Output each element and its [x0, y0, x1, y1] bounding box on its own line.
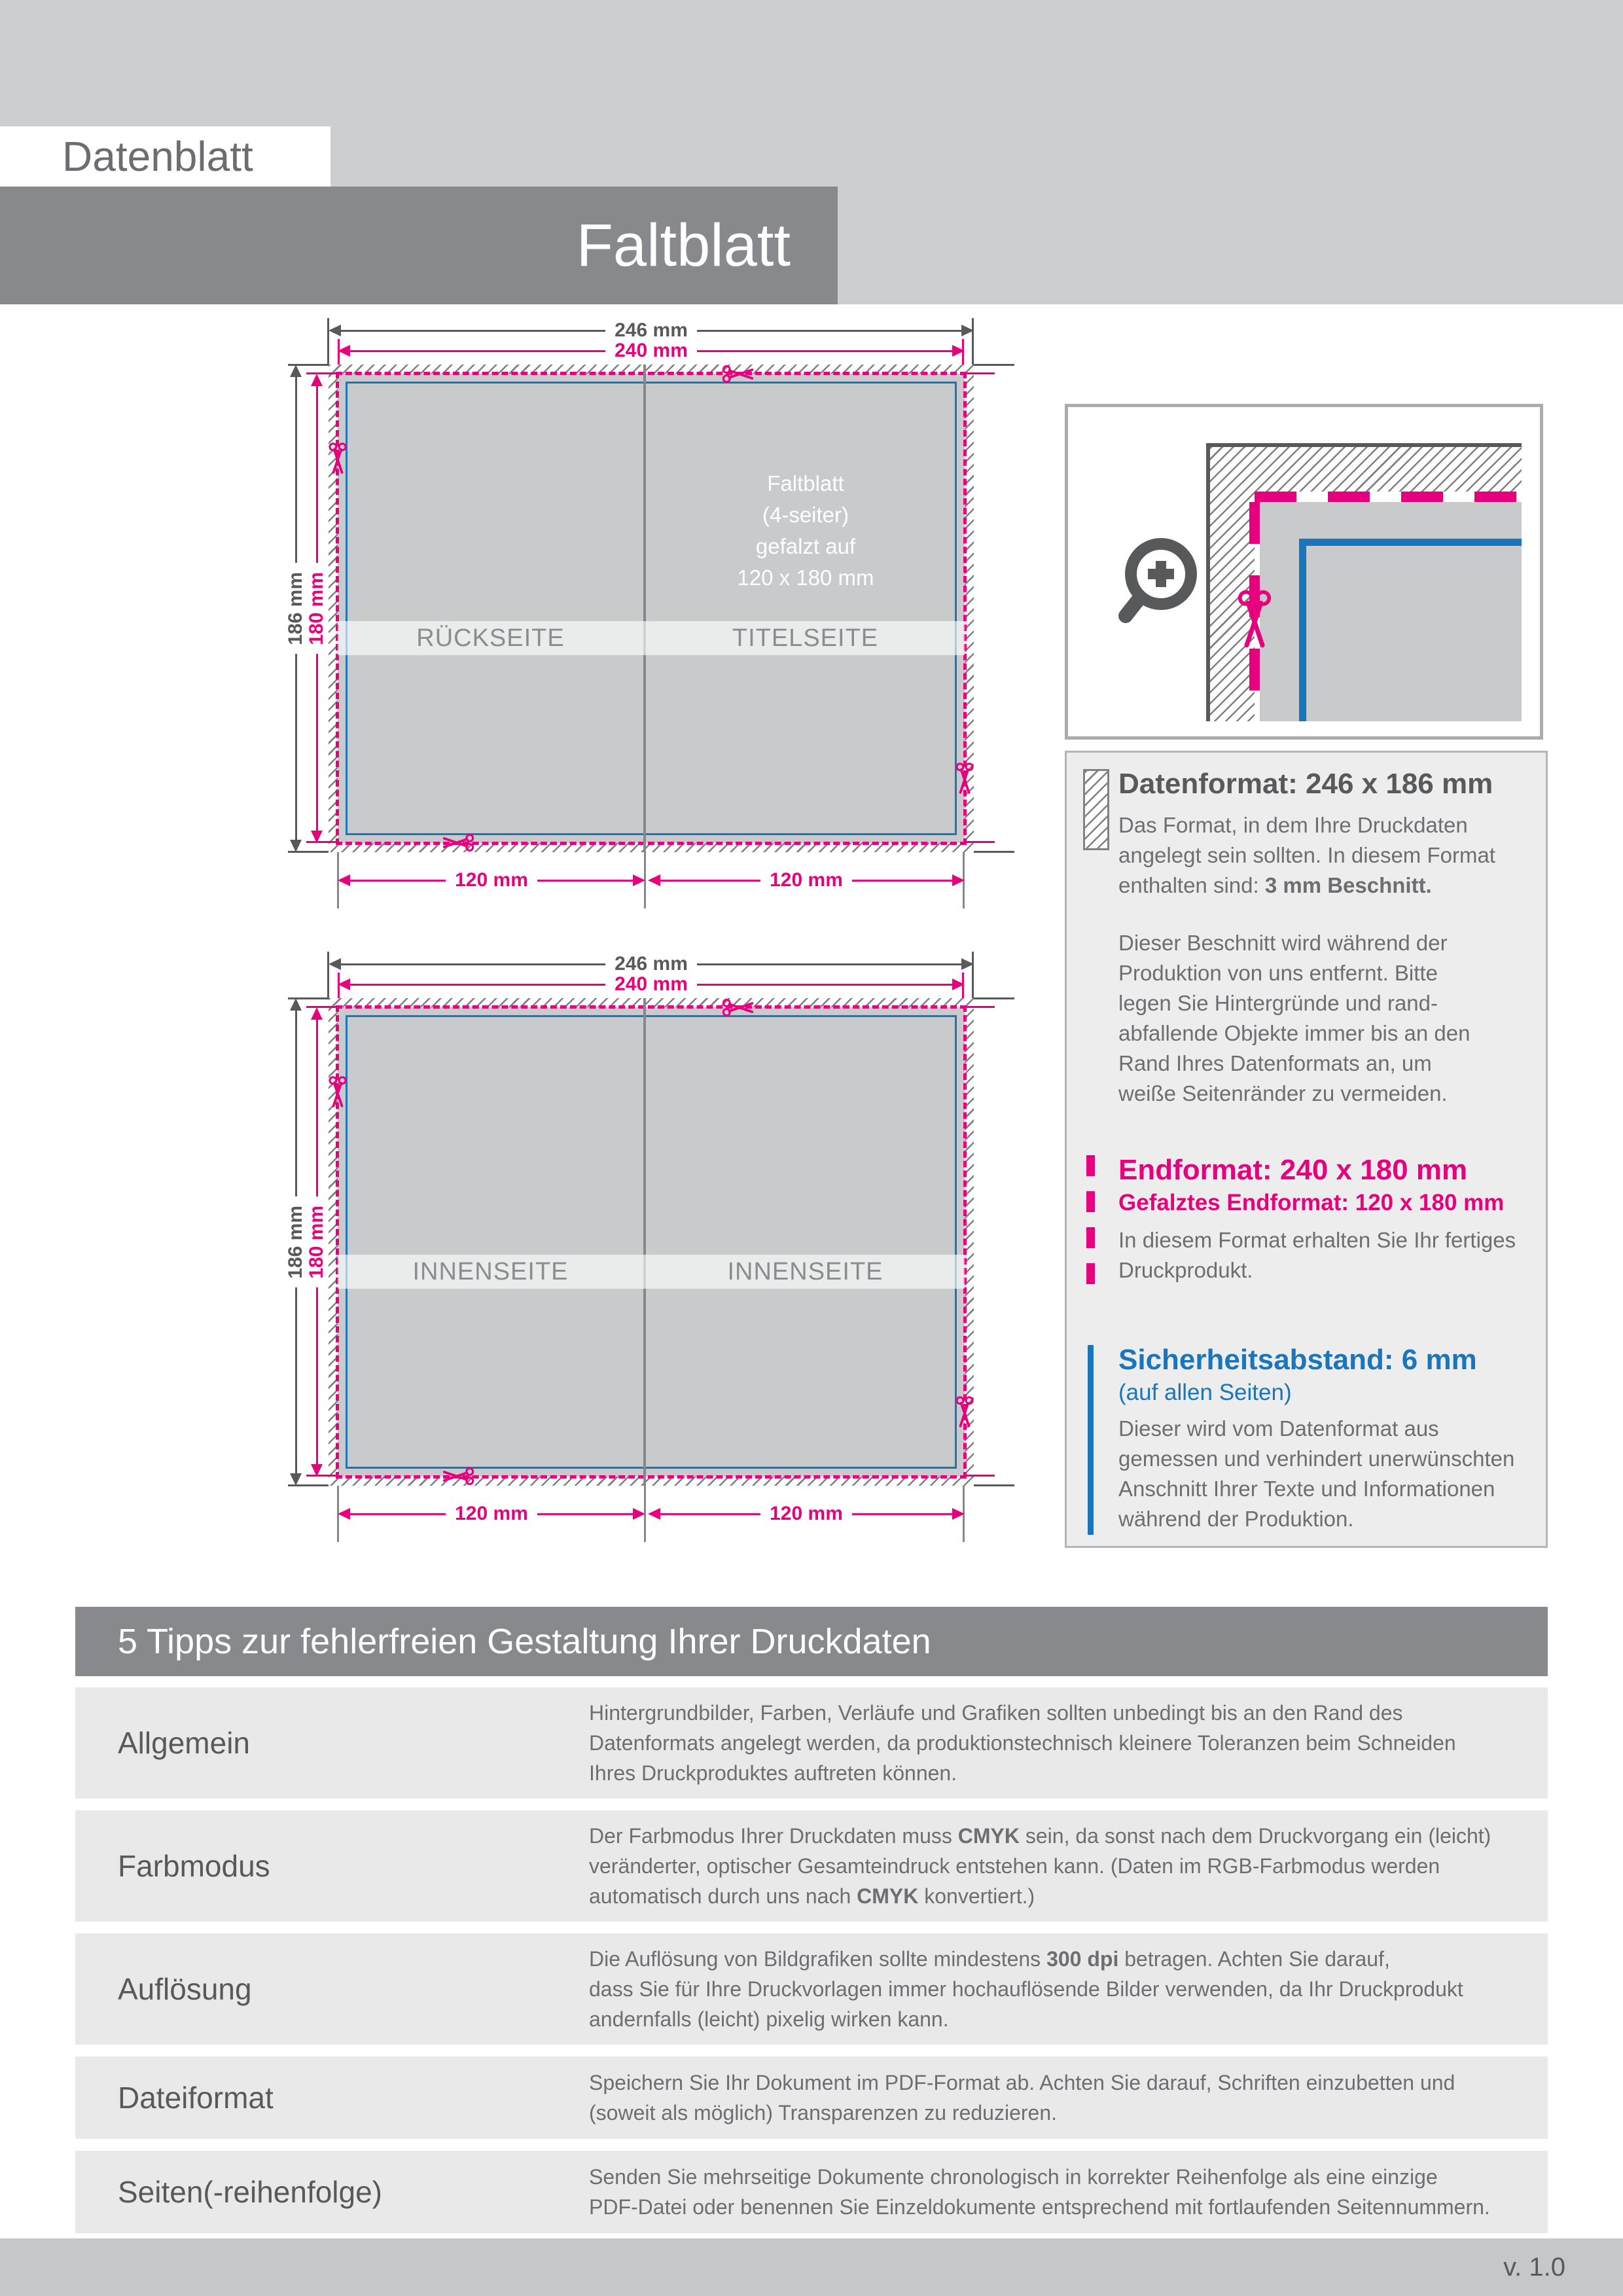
scissors-icon [441, 833, 475, 853]
tip-text: Senden Sie mehrseitige Dokumente chronologisch in korrekter Reihenfolge als eine einzige PDF-Datei oder benennen Sie Einzeldokumente entsprechend mit fortlaufenden Seitennummern. [589, 2165, 1490, 2219]
tip-label: Farbmodus [118, 1849, 270, 1883]
endformat-text: In diesem Format erhalten Sie Ihr fertiges Druckprodukt. [1118, 1228, 1516, 1282]
diagram-top-bleed-area [329, 365, 974, 852]
bleed-swatch-icon [1083, 769, 1109, 850]
tips-header-bar [75, 1607, 1548, 1676]
dim-label: 180 mm [306, 1205, 327, 1279]
format-legend-box [1065, 751, 1548, 1548]
datenformat-text: Das Format, in dem Ihre Druckdaten angelegt sein sollten. In diesem Format enthalten sind: 3 mm Beschnitt. [1118, 813, 1495, 897]
panel-label-band [338, 621, 965, 655]
detail-cut-line [1255, 492, 1522, 502]
extension-line [974, 1484, 1014, 1486]
version-label: v. 1.0 [1503, 2252, 1565, 2282]
scissors-icon [328, 442, 348, 476]
extension-line [965, 841, 995, 843]
dim-label: 120 mm [770, 1503, 843, 1524]
scissors-icon [721, 997, 755, 1018]
safety-line [346, 382, 957, 835]
scissors-icon [955, 762, 975, 796]
dim-label: 240 mm [615, 340, 688, 361]
diagram-bottom-bleed-area [329, 998, 974, 1486]
panel-label-band [338, 1255, 965, 1289]
dim-label: 186 mm [285, 571, 306, 645]
scissors-icon [328, 1075, 348, 1109]
dim-label: 186 mm [285, 1205, 306, 1279]
dim-label: 180 mm [306, 571, 327, 645]
safety-subtitle: (auf allen Seiten) [1118, 1380, 1292, 1405]
dim-label: 120 mm [770, 869, 843, 891]
safety-line [346, 1015, 957, 1469]
tips-header-title: 5 Tipps zur fehlerfreien Gestaltung Ihrer Druckdaten [118, 1622, 931, 1661]
detail-bleed-area [1210, 447, 1522, 492]
panel-label-left: RÜCKSEITE [416, 624, 565, 652]
bleed-note-text: Dieser Beschnitt wird während der Produktion von uns entfernt. Bitte legen Sie Hintergründe und rand- abfallende Objekte immer bis an den Rand Ihres Datenformats an, um weiße Seitenränder zu vermeiden. [1118, 931, 1471, 1105]
dim-data-height-left [285, 365, 306, 852]
tip-label: Allgemein [118, 1726, 250, 1760]
tip-text: Die Auflösung von Bildgrafiken sollte mindestens 300 dpi betragen. Achten Sie darauf, dass Sie für Ihre Druckvorlagen immer hochauflösende Bilder verwenden, da Ihr Druckprodukt andernfalls (leicht) pixelig wirken kann. [589, 1947, 1463, 2031]
fold-line [643, 365, 646, 852]
extension-line [974, 364, 1014, 366]
dim-label: 120 mm [455, 869, 528, 891]
dim-data-width-top [329, 319, 974, 341]
tip-label: Dateiformat [118, 2081, 274, 2115]
dim-panel-right [648, 869, 965, 891]
zoom-detail-box [1065, 404, 1543, 740]
cutline-swatch-icon [1086, 1155, 1095, 1289]
tip-text: Der Farbmodus Ihrer Druckdaten muss CMYK sein, da sonst nach dem Druckvorgang ein (leicht) veränderter, optischer Gesamteindruck entstehen kann. (Daten im RGB-Farbmodus werden automatisch durch uns nach CMYK konvertiert.) [589, 1824, 1491, 1908]
page-title: Datenblatt [62, 133, 253, 180]
dim-final-height-left [306, 374, 327, 843]
scissors-icon [721, 364, 755, 384]
scissors-icon [1236, 588, 1274, 651]
extension-line [974, 997, 1014, 999]
safety-title: Sicherheitsabstand: 6 mm [1118, 1344, 1477, 1376]
product-note: Faltblatt (4-seiter) gefalzt auf 120 x 180 mm [737, 471, 874, 590]
panel-label-right: INNENSEITE [727, 1258, 883, 1285]
product-title: Faltblatt [576, 211, 791, 279]
fold-line [643, 998, 646, 1486]
page-title-box [0, 126, 330, 187]
extension-line [974, 851, 1014, 853]
extension-line [965, 372, 995, 374]
tip-text: Hintergrundbilder, Farben, Verläufe und Grafiken sollten unbedingt bis an den Rand des Datenformats angelegt werden, da produktionstechnisch kleinere Toleranzen beim Schneiden Ihres Druckproduktes auftreten können. [589, 1701, 1456, 1785]
detail-bleed-area [1210, 447, 1255, 721]
dim-final-height-left [306, 1007, 327, 1477]
tip-text: Speichern Sie Ihr Dokument im PDF-Format ab. Achten Sie darauf, Schriften einzubetten und (soweit als möglich) Transparenzen zu reduzieren. [589, 2071, 1455, 2125]
dim-label: 246 mm [615, 319, 688, 341]
product-banner [0, 187, 838, 304]
detail-safety-line [1299, 539, 1306, 721]
dim-data-height-left [285, 998, 306, 1486]
detail-safety-line [1299, 539, 1522, 546]
dim-final-width-top [338, 973, 965, 995]
tip-row-aufloesung [75, 1933, 1548, 2045]
panel-label-right: TITELSEITE [732, 624, 879, 652]
dim-label: 120 mm [455, 1503, 528, 1524]
tip-row-seitenreihenfolge [75, 2151, 1548, 2233]
tip-row-dateiformat [75, 2056, 1548, 2139]
dim-label: 246 mm [615, 953, 688, 975]
endformat-subtitle: Gefalztes Endformat: 120 x 180 mm [1118, 1190, 1505, 1215]
tip-row-allgemein [75, 1687, 1548, 1799]
dim-panel-left [338, 1503, 645, 1524]
panel-label-left: INNENSEITE [412, 1258, 569, 1285]
endformat-title: Endformat: 240 x 180 mm [1118, 1154, 1468, 1186]
dim-data-width-top [329, 953, 974, 975]
dim-label: 240 mm [615, 973, 688, 995]
scissors-icon [955, 1395, 975, 1429]
tip-label: Auflösung [118, 1972, 252, 2006]
datenformat-title: Datenformat: 246 x 186 mm [1118, 768, 1493, 800]
tip-label: Seiten(-reihenfolge) [118, 2175, 383, 2209]
tip-row-farbmodus [75, 1810, 1548, 1922]
scissors-icon [441, 1466, 475, 1486]
magnifier-icon [1114, 535, 1199, 633]
extension-line [965, 1475, 995, 1477]
dim-panel-right [648, 1503, 965, 1524]
footer-bar [0, 2238, 1623, 2296]
safety-text: Dieser wird vom Datenformat aus gemessen und verhindert unerwünschten Anschnitt Ihrer Texte und Informationen während der Produktion. [1118, 1416, 1515, 1531]
extension-line [965, 1006, 995, 1008]
safety-swatch-icon [1088, 1345, 1094, 1535]
dim-panel-left [338, 869, 645, 891]
dim-final-width-top [338, 340, 965, 361]
